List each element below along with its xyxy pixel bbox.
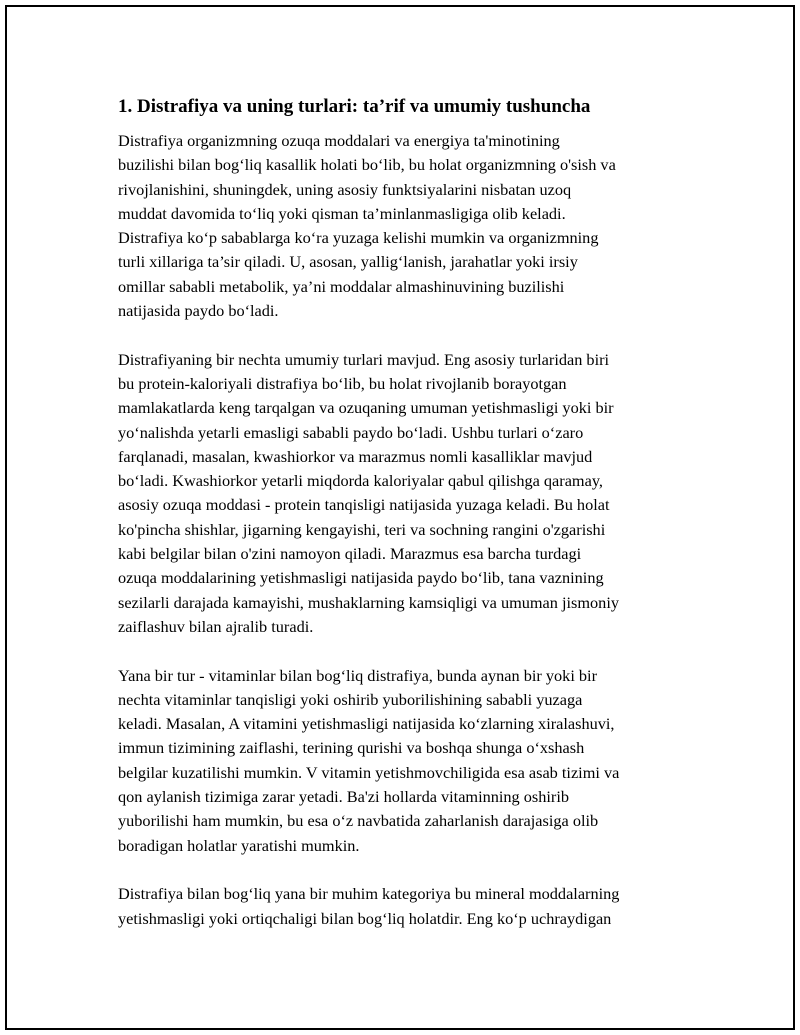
text-line: farqlanadi, masalan, kwashiorkor va marazmus nomli kasalliklar mavjud: [118, 446, 593, 466]
text-line: Distrafiyaning bir nechta umumiy turlari mavjud. Eng asosiy turlaridan biri: [118, 349, 610, 369]
text-line: belgilar kuzatilishi mumkin. V vitamin yetishmovchiligida esa asab tizimi va: [118, 762, 620, 782]
paragraph-minerals: [118, 882, 698, 931]
text-line: mamlakatlarda keng tarqalgan va ozuqaning umuman yetishmasligi yoki bir: [118, 398, 614, 418]
paragraph-protein-calorie: [118, 348, 698, 640]
text-line: keladi. Masalan, A vitamini yetishmasligi natijasida ko‘zlarning xiralashuvi,: [118, 714, 615, 734]
text-line: Yana bir tur - vitaminlar bilan bog‘liq distrafiya, bunda aynan bir yoki bir: [118, 665, 597, 685]
text-line: bo‘ladi. Kwashiorkor yetarli miqdorda kaloriyalar qabul qilishga qaramay,: [118, 471, 603, 491]
text-line: Distrafiya organizmning ozuqa moddalari va energiya ta'minotining: [118, 131, 560, 150]
text-line: rivojlanishini, shuningdek, uning asosiy funktsiyalarini nisbatan uzoq: [118, 179, 572, 199]
text-line: yo‘nalishda yetarli emasligi sababli paydo bo‘ladi. Ushbu turlari o‘zaro: [118, 422, 584, 442]
text-line: muddat davomida to‘liq yoki qisman ta’minlanmasligiga olib keladi.: [118, 203, 566, 223]
text-line: immun tizimining zaiflashi, terining qurishi va boshqa shunga o‘xshash: [118, 738, 585, 758]
text-line: Distrafiya bilan bog‘liq yana bir muhim kategoriya bu mineral moddalarning: [118, 884, 620, 904]
paragraph-vitamins: [118, 664, 698, 858]
text-line: natijasida paydo bo‘ladi.: [118, 301, 279, 321]
text-line: qon aylanish tizimiga zarar yetadi. Ba'zi hollarda vitaminning oshirib: [118, 787, 569, 807]
text-line: nechta vitaminlar tanqisligi yoki oshirib yuborilishining sababli yuzaga: [118, 689, 583, 709]
text-line: zaiflashuv bilan ajralib turadi.: [118, 616, 314, 636]
text-line: turli xillariga ta’sir qiladi. U, asosan, yallig‘lanish, jarahatlar yoki irsiy: [118, 252, 578, 272]
text-line: sezilarli darajada kamayishi, mushaklarning kamsiqligi va umuman jismoniy: [118, 592, 619, 612]
text-line: ko'pincha shishlar, jigarning kengayishi, teri va sochning rangini o'zgarishi: [118, 519, 606, 539]
section-heading: 1. Distrafiya va uning turlari: ta’rif va umumiy tushuncha: [118, 96, 591, 117]
text-line: bu protein-kaloriyali distrafiya bo‘lib, bu holat rivojlanib borayotgan: [118, 373, 567, 393]
text-line: kabi belgilar bilan o'zini namoyon qiladi. Marazmus esa barcha turdagi: [118, 544, 582, 564]
text-line: buzilishi bilan bog‘liq kasallik holati bo‘lib, bu holat organizmning o'sish va: [118, 155, 616, 175]
text-line: yetishmasligi yoki ortiqchaligi bilan bog‘liq holatdir. Eng ko‘p uchraydigan: [118, 908, 612, 928]
text-line: yuborilishi ham mumkin, bu esa o‘z navbatida zaharlanish darajasiga olib: [118, 811, 599, 831]
text-line: omillar sababli metabolik, ya’ni moddalar almashinuvining buzilishi: [118, 276, 565, 296]
text-line: boradigan holatlar yaratishi mumkin.: [118, 835, 360, 855]
text-line: ozuqa moddalarining yetishmasligi natijasida paydo bo‘lib, tana vaznining: [118, 568, 604, 588]
paragraph-definition: [118, 129, 698, 323]
document-body: [118, 94, 698, 955]
text-line: asosiy ozuqa moddasi - protein tanqisligi natijasida yuzaga keladi. Bu holat: [118, 495, 610, 515]
text-line: Distrafiya ko‘p sabablarga ko‘ra yuzaga kelishi mumkin va organizmning: [118, 228, 599, 248]
